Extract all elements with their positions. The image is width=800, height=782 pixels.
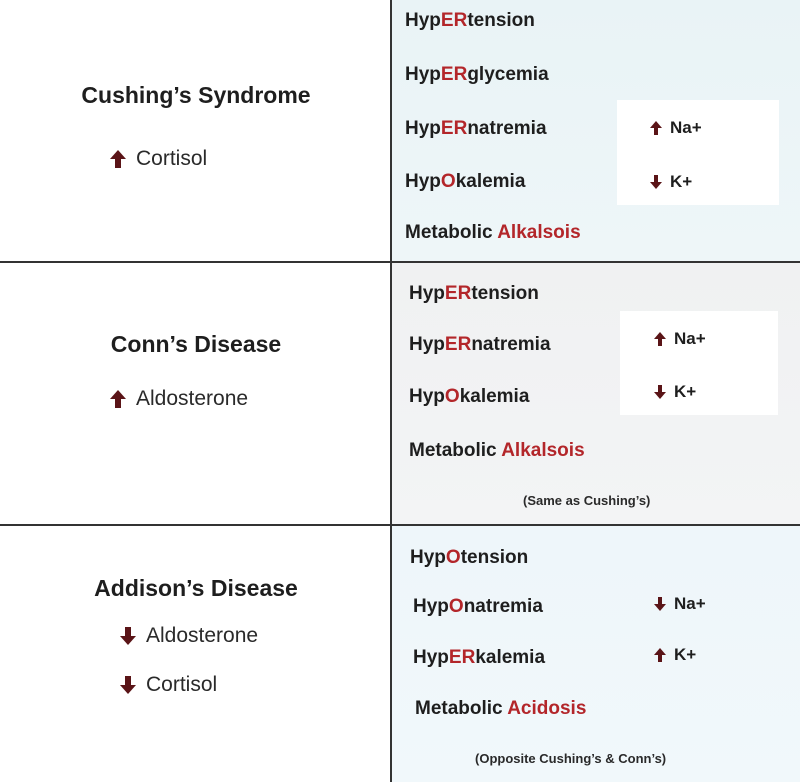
hormone-label: Cortisol	[136, 147, 208, 170]
row-cushings	[0, 0, 800, 263]
down-arrow-icon	[120, 627, 136, 645]
condition-hypernatremia: HypERnatremia	[409, 334, 551, 355]
down-arrow-icon	[120, 676, 136, 694]
hormone-aldosterone	[110, 387, 248, 411]
row-note: (Opposite Cushing’s & Conn’s)	[475, 751, 667, 766]
findings-cell-addisons	[392, 526, 800, 782]
ion-sodium: Na+	[650, 118, 702, 138]
disease-cell-addisons	[0, 526, 392, 782]
findings-cell-conns	[392, 263, 800, 524]
ion-sodium: Na+	[654, 329, 706, 349]
condition-hyperglycemia: HypERglycemia	[405, 64, 549, 85]
up-arrow-icon	[654, 648, 666, 662]
ion-potassium: K+	[654, 382, 696, 402]
row-note: (Same as Cushing’s)	[523, 493, 651, 508]
disease-cell-conns	[0, 263, 392, 524]
condition-hyponatremia: HypOnatremia	[413, 596, 543, 617]
hormone-label: Cortisol	[146, 673, 218, 696]
row-addisons	[0, 526, 800, 782]
down-arrow-icon	[654, 597, 666, 611]
up-arrow-icon	[650, 121, 662, 135]
ion-box	[620, 311, 778, 415]
down-arrow-icon	[650, 175, 662, 189]
ion-sodium: Na+	[654, 594, 706, 614]
condition-hypokalemia: HypOkalemia	[405, 171, 526, 192]
hormone-label: Aldosterone	[136, 387, 249, 410]
hormone-cortisol	[110, 147, 207, 171]
condition-hypotension: HypOtension	[410, 547, 529, 568]
condition-hypertension: HypERtension	[405, 10, 535, 31]
disease-name: Conn’s Disease	[110, 331, 282, 357]
findings-cell-cushings	[392, 0, 800, 261]
ion-potassium: K+	[654, 645, 696, 665]
row-conns	[0, 263, 800, 526]
up-arrow-icon	[110, 150, 126, 168]
ion-box	[617, 100, 779, 205]
up-arrow-icon	[654, 332, 666, 346]
condition-metabolic-acidosis: Metabolic Acidosis	[415, 698, 587, 719]
disease-name: Addison’s Disease	[94, 575, 298, 601]
disease-name: Cushing’s Syndrome	[81, 82, 311, 108]
condition-hyperkalemia: HypERkalemia	[413, 647, 546, 668]
condition-hypernatremia: HypERnatremia	[405, 118, 547, 139]
condition-hypertension: HypERtension	[409, 283, 539, 304]
down-arrow-icon	[654, 385, 666, 399]
up-arrow-icon	[110, 390, 126, 408]
hormone-label: Aldosterone	[146, 624, 259, 647]
condition-metabolic-alkalosis: Metabolic Alkalsois	[409, 440, 585, 461]
ion-potassium: K+	[650, 172, 692, 192]
disease-cell-cushings	[0, 0, 392, 261]
condition-hypokalemia: HypOkalemia	[409, 386, 530, 407]
hormone-aldosterone	[120, 624, 258, 648]
condition-metabolic-alkalosis: Metabolic Alkalsois	[405, 222, 581, 243]
hormone-cortisol	[120, 673, 217, 697]
